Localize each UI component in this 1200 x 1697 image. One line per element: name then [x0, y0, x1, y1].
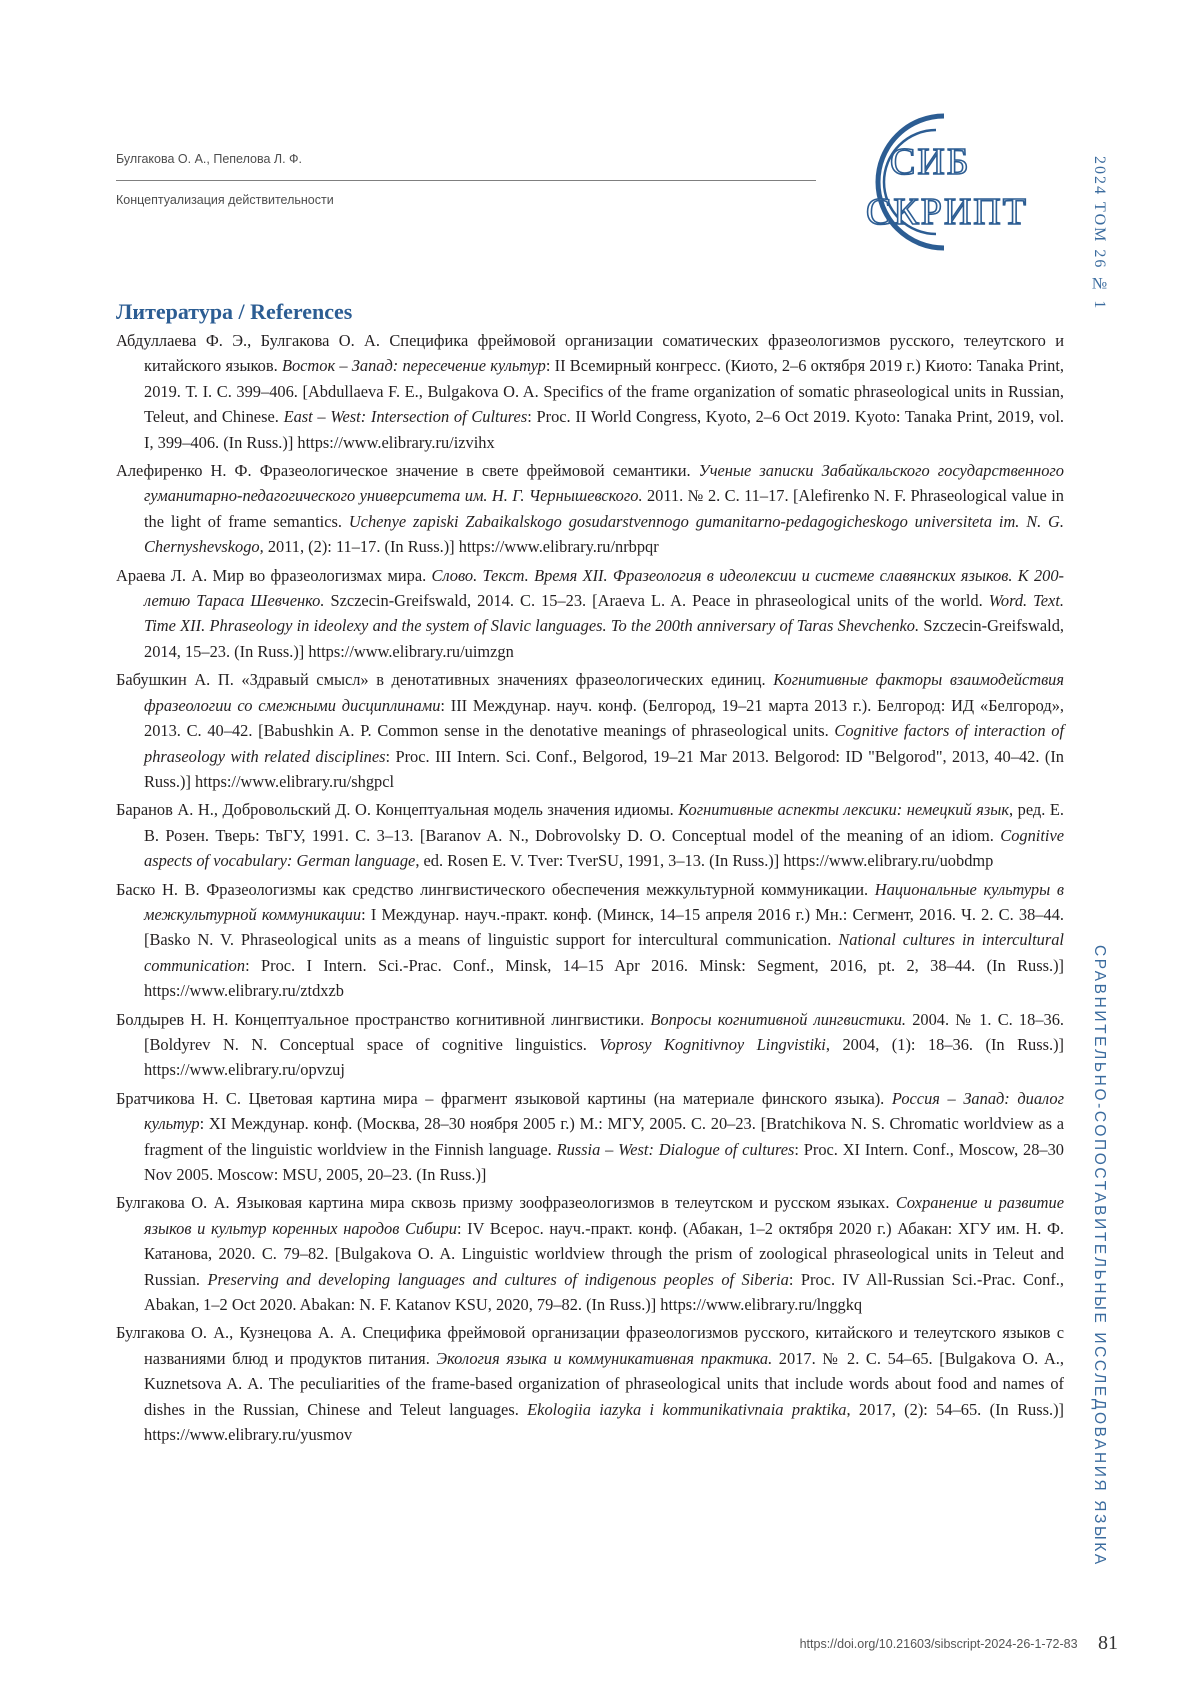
reference-source-title: Экология языка и коммуникативная практика. — [436, 1348, 773, 1368]
reference-text: : II Всемирный конгресс. (Киото, 2–6 октября 2019 г.) Киото: Tanaka Print, 2019. Т. I. С. 399–406. [Abdullaeva F. E., Bulgakova O. A. Specifics of the frame organization of somatic phraseological units in Russian, Teleut, and Chinese. — [144, 356, 1064, 427]
reference-source-title: Voprosy Kognitivnoy Lingvistiki — [599, 1034, 826, 1054]
reference-text: Бабушкин А. П. «Здравый смысл» в денотативных значениях фразеологических единиц. — [116, 670, 774, 690]
reference-text: Абдуллаева Ф. Э., Булгакова О. А. Специфика фреймовой организации соматических фразеологизмов русского, телеутского и китайского языков. — [116, 331, 1064, 376]
reference-source-title: Восток – Запад: пересечение культур — [281, 356, 546, 376]
reference-text: , 2017, (2): 54–65. (In Russ.)] https://www.elibrary.ru/yusmov — [144, 1399, 1064, 1445]
journal-logo — [832, 108, 1062, 256]
running-header — [116, 152, 816, 207]
reference-source-title: Слово. Текст. Время XII. Фразеология в идеолексии и системе славянских языков. К 200-летию Тараса Шевченко. — [144, 565, 1064, 611]
reference-source-title: Word. Text. Time XII. Phraseology in ideolexy and the system of Slavic languages. To the 200th anniversary of Taras Shevchenko. — [144, 591, 1064, 636]
reference-entry — [116, 1007, 1064, 1083]
reference-text: : Proc. I Intern. Sci.-Prac. Conf., Minsk, 14–15 Apr 2016. Minsk: Segment, 2016, pt. 2, 38–44. (In Russ.)] https://www.elibrary.ru/ztdxzb — [144, 955, 1064, 1001]
reference-entry — [116, 328, 1064, 455]
reference-source-title: Cognitive aspects of vocabulary: German language — [144, 825, 1064, 871]
reference-source-title: Russia – West: Dialogue of cultures — [556, 1139, 795, 1159]
reference-entry — [116, 877, 1064, 1004]
reference-text: 2011, (2): 11–17. (In Russ.)] https://www.elibrary.ru/nrbpqr — [263, 537, 659, 557]
reference-entry — [116, 1086, 1064, 1188]
reference-source-title: Вопросы когнитивной лингвистики. — [650, 1009, 907, 1029]
reference-text: , ред. Е. В. Розен. Тверь: ТвГУ, 1991. С. 3–13. [Baranov A. N., Dobrovolsky D. O. Conceptual model of the meaning of an idiom. — [144, 800, 1065, 845]
reference-source-title: Россия – Запад: диалог культур — [144, 1088, 1064, 1134]
reference-text: 2011. № 2. С. 11–17. [Alefirenko N. F. Phraseological value in the light of frame semantics. — [144, 486, 1064, 531]
reference-entry — [116, 1190, 1064, 1317]
reference-text: : Proc. III Intern. Sci. Conf., Belgorod, 19–21 Mar 2013. Belgorod: ID "Belgorod", 2013, 40–42. (In Russ.)] https://www.elibrary.ru/shgpcl — [144, 746, 1064, 791]
section-rubric: СРАВНИТЕЛЬНО-СОПОСТАВИТЕЛЬНЫЕ ИССЛЕДОВАНИЯ ЯЗЫКА — [1091, 945, 1108, 1567]
reference-text: Szczecin-Greifswald, 2014, 15–23. (In Russ.)] https://www.elibrary.ru/uimzgn — [144, 616, 1065, 661]
page-number: 81 — [1098, 1632, 1118, 1654]
reference-source-title: National cultures in intercultural communication — [144, 930, 1064, 975]
reference-text: , 2004, (1): 18–36. (In Russ.)] https://www.elibrary.ru/opvzuj — [144, 1034, 1064, 1080]
reference-text: Szczecin-Greifswald, 2014. С. 15–23. [Araeva L. A. Peace in phraseological units of the world. — [324, 591, 989, 611]
reference-entry — [116, 563, 1064, 665]
reference-text: Баско Н. В. Фразеологизмы как средство лингвистического обеспечения межкультурной коммуникации. — [116, 879, 875, 899]
reference-entry — [116, 1320, 1064, 1447]
reference-source-title: East – West: Intersection of Cultures — [283, 407, 528, 427]
reference-entry — [116, 458, 1064, 560]
reference-text: : Proc. XI Intern. Conf., Moscow, 28–30 Nov 2005. Moscow: MSU, 2005, 20–23. (In Russ.)] — [144, 1139, 1064, 1184]
reference-text: Араева Л. А. Мир во фразеологизмах мира. — [116, 565, 432, 585]
reference-source-title: Когнитивные аспекты лексики: немецкий язык — [678, 800, 1010, 820]
reference-source-title: Ученые записки Забайкальского государственного гуманитарно-педагогического университета им. Н. Г. Чернышевского. — [144, 461, 1065, 506]
reference-source-title: Сохранение и развитие языков и культур коренных народов Сибири — [144, 1193, 1064, 1238]
reference-text: Алефиренко Н. Ф. Фразеологическое значение в свете фреймовой семантики. — [116, 461, 699, 481]
doi-link[interactable]: https://doi.org/10.21603/sibscript-2024-26-1-72-83 — [799, 1636, 1078, 1651]
running-header-authors: Булгакова О. А., Пепелова Л. Ф. — [116, 152, 303, 166]
references-heading: Литература / References — [116, 299, 353, 324]
reference-text: 2004. № 1. С. 18–36. [Boldyrev N. N. Conceptual space of cognitive linguistics. — [144, 1009, 1064, 1054]
reference-source-title: Ekologiia iazyka i kommunikativnaia praktika — [527, 1399, 847, 1419]
reference-entry — [116, 667, 1064, 794]
running-header-topic: Концептуализация действительности — [116, 193, 334, 207]
reference-text: Болдырев Н. Н. Концептуальное пространство когнитивной лингвистики. — [116, 1009, 651, 1029]
reference-text: , ed. Rosen E. V. Tver: TverSU, 1991, 3–13. (In Russ.)] https://www.elibrary.ru/uobdmp — [415, 851, 994, 871]
header-rule — [116, 180, 816, 181]
reference-source-title: Национальные культуры в межкультурной коммуникации — [144, 879, 1064, 924]
reference-text: : III Междунар. науч. конф. (Белгород, 19–21 марта 2013 г.). Белгород: ИД «Белгород», 2013. С. 40–42. [Babushkin A. P. Common sense in the denotative meanings of phraseological units. — [144, 695, 1065, 741]
reference-text: : Proc. IV All-Russian Sci.-Prac. Conf., Abakan, 1–2 Oct 2020. Abakan: N. F. Katanov KSU, 2020, 79–82. (In Russ.)] https://www.elibrary.ru/lnggkq — [144, 1269, 1064, 1315]
reference-source-title: Uchenye zapiski Zabaikalskogo gosudarstvennogo gumanitarno-pedagogicheskogo universiteta im. N. G. Chernyshevskogo, — [144, 511, 1064, 557]
reference-text: : IV Всерос. науч.-практ. конф. (Абакан, 1–2 октября 2020 г.) Абакан: ХГУ им. Н. Ф. Катанова, 2020. С. 79–82. [Bulgakova O. A. Linguistic worldview through the prism of zoological phraseological units in Teleut and Russian. — [144, 1218, 1064, 1289]
reference-text: : I Междунар. науч.-практ. конф. (Минск, 14–15 апреля 2016 г.) Мн.: Сегмент, 2016. Ч. 2. С. 38–44. [Basko N. V. Phraseological units as a means of linguistic support for intercultural communication. — [144, 904, 1064, 950]
page-footer — [800, 1632, 1118, 1655]
references-section — [116, 298, 1064, 1450]
reference-source-title: Preserving and developing languages and cultures of indigenous peoples of Siberia — [207, 1269, 789, 1289]
reference-text: Баранов А. Н., Добровольский Д. О. Концептуальная модель значения идиомы. — [116, 800, 679, 820]
reference-text: Булгакова О. А., Кузнецова А. А. Специфика фреймовой организации фразеологизмов русского, китайского и телеутского языков с названиями блюд и продуктов питания. — [116, 1323, 1064, 1368]
reference-entry — [116, 797, 1064, 873]
volume-issue-label: 2024 ТОМ 26 № 1 — [1091, 156, 1108, 311]
reference-text: : Proc. II World Congress, Kyoto, 2–6 Oct 2019. Kyoto: Tanaka Print, 2019, vol. I, 399–406. (In Russ.)] https://www.elibrary.ru/izvihx — [144, 407, 1065, 452]
logo-line1: СИБ — [890, 141, 971, 183]
reference-text: Братчикова Н. С. Цветовая картина мира – фрагмент языковой картины (на материале финского языка). — [116, 1088, 892, 1108]
reference-text: 2017. № 2. С. 54–65. [Bulgakova O. A., Kuznetsova A. A. The peculiarities of the frame-based organization of phraseological units that include words about food and names of dishes in the Russian, Chinese and Teleut languages. — [144, 1348, 1064, 1419]
reference-source-title: Cognitive factors of interaction of phraseology with related disciplines — [144, 721, 1064, 766]
reference-source-title: Когнитивные факторы взаимодействия фразеологии со смежными дисциплинами — [144, 670, 1064, 715]
reference-text: Булгакова О. А. Языковая картина мира сквозь призму зоофразеологизмов в телеутском и русском языках. — [116, 1193, 896, 1213]
reference-list — [116, 328, 1064, 1447]
logo-line2: СКРИПТ — [866, 191, 1028, 233]
reference-text: : XI Междунар. конф. (Москва, 28–30 ноября 2005 г.) М.: МГУ, 2005. С. 20–23. [Bratchikova N. S. Chromatic worldview as a fragment of the linguistic worldview in the Finnish language. — [144, 1114, 1064, 1159]
